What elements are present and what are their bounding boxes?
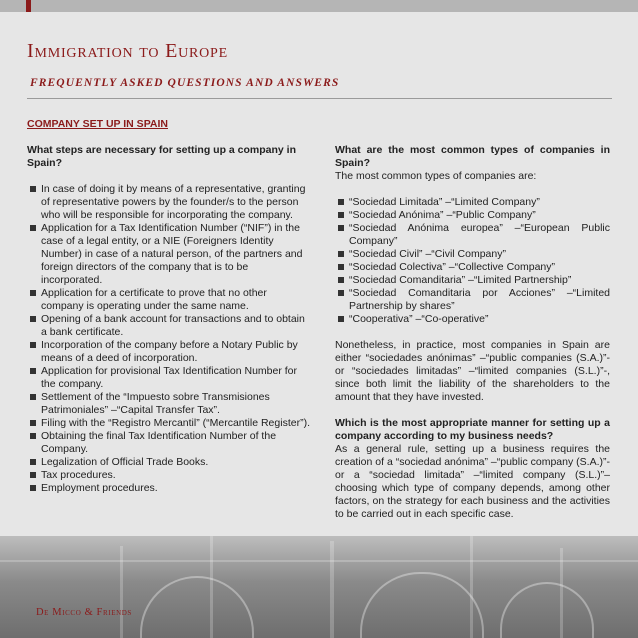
bullet-icon <box>338 316 344 322</box>
bullet-icon <box>30 368 36 374</box>
list-item: Opening of a bank account for transactions and to obtain a bank certificate. <box>27 313 310 339</box>
bullet-icon <box>338 264 344 270</box>
list-item: Application for a certificate to prove that no other company is operating under the same name. <box>27 287 310 313</box>
footer-architecture-image <box>0 536 638 638</box>
bullet-icon <box>30 433 36 439</box>
list-item: Tax procedures. <box>27 469 310 482</box>
page-title: Immigration to Europe <box>27 40 228 62</box>
list-item: “Sociedad Comanditaria por Acciones” –“Limited Partnership by shares” <box>335 287 610 313</box>
page-subtitle: FREQUENTLY ASKED QUESTIONS AND ANSWERS <box>30 77 340 89</box>
arch <box>360 572 484 638</box>
bullet-icon <box>30 472 36 478</box>
list-item: Settlement of the “Impuesto sobre Transmisiones Patrimoniales” –“Capital Transfer Tax”. <box>27 391 310 417</box>
bullet-icon <box>30 316 36 322</box>
list-item: In case of doing it by means of a representative, granting of representative powers by the founder/s to the person who will be responsible for incorporating the company. <box>27 183 310 222</box>
bullet-icon <box>338 290 344 296</box>
question-company-types: What are the most common types of companies in Spain? <box>335 144 610 169</box>
bullet-icon <box>338 277 344 283</box>
list-item: “Sociedad Colectiva” –“Collective Company” <box>335 261 610 274</box>
bullet-icon <box>30 290 36 296</box>
practice-paragraph: Nonetheless, in practice, most companies in Spain are either “sociedades anónimas” –“public companies (S.A.)”- or “sociedades limitadas” –“limited companies (S.L.)”-, since both limit the liability of the shareholders to the amount that they have invested. <box>335 339 610 403</box>
bullet-icon <box>30 485 36 491</box>
list-item: “Sociedad Limitada” –“Limited Company” <box>335 196 610 209</box>
bullet-icon <box>30 225 36 231</box>
question-steps: What steps are necessary for setting up a company in Spain? <box>27 144 296 169</box>
bullet-icon <box>30 342 36 348</box>
bullet-icon <box>338 225 344 231</box>
list-item: “Cooperativa” –“Co-operative” <box>335 313 610 326</box>
list-item: “Sociedad Anónima europea” –“European Public Company” <box>335 222 610 248</box>
steps-list <box>27 183 310 495</box>
types-intro: The most common types of companies are: <box>335 170 537 182</box>
list-item: Legalization of Official Trade Books. <box>27 456 310 469</box>
list-item: Obtaining the final Tax Identification Number of the Company. <box>27 430 310 456</box>
question-appropriate-manner: Which is the most appropriate manner for setting up a company according to my business needs? <box>335 417 610 442</box>
arch <box>140 576 254 638</box>
top-band <box>0 0 638 12</box>
list-item: Incorporation of the company before a Notary Public by means of a deed of incorporation. <box>27 339 310 365</box>
list-item: Application for provisional Tax Identification Number for the company. <box>27 365 310 391</box>
list-item: “Sociedad Civil” –“Civil Company” <box>335 248 610 261</box>
list-item: Application for a Tax Identification Number (“NIF”) in the case of a legal entity, or a NIE (Foreigners Identity Number) in case of a natural person, of the partners and foreign directors of the company that is to be incorporated. <box>27 222 310 287</box>
header-divider <box>27 98 612 99</box>
bullet-icon <box>30 459 36 465</box>
footer-brand: De Micco & Friends <box>36 607 132 618</box>
bullet-icon <box>338 199 344 205</box>
left-column <box>27 144 310 495</box>
bullet-icon <box>30 186 36 192</box>
bullet-icon <box>338 251 344 257</box>
right-column <box>335 144 610 521</box>
bullet-icon <box>30 420 36 426</box>
list-item: Filing with the “Registro Mercantil” (“Mercantile Register”). <box>27 417 310 430</box>
general-rule-paragraph: As a general rule, setting up a business requires the creation of a “sociedad anónima” –“public company (S.A.)”- or a “sociedad limitada” –“limited company (S.L.)”– choosing which type of company depends, among other factors, on the strategy for each business and the activities to be carried out in each specific case. <box>335 443 610 520</box>
arch <box>500 582 594 638</box>
bullet-icon <box>30 394 36 400</box>
list-item: “Sociedad Anónima” –“Public Company” <box>335 209 610 222</box>
list-item: Employment procedures. <box>27 482 310 495</box>
company-types-list <box>335 196 610 326</box>
section-title: COMPANY SET UP IN SPAIN <box>27 118 168 130</box>
column-line <box>330 541 334 638</box>
top-accent-bar <box>26 0 31 12</box>
list-item: “Sociedad Comanditaria” –“Limited Partnership” <box>335 274 610 287</box>
cornice-line <box>0 560 638 562</box>
bullet-icon <box>338 212 344 218</box>
